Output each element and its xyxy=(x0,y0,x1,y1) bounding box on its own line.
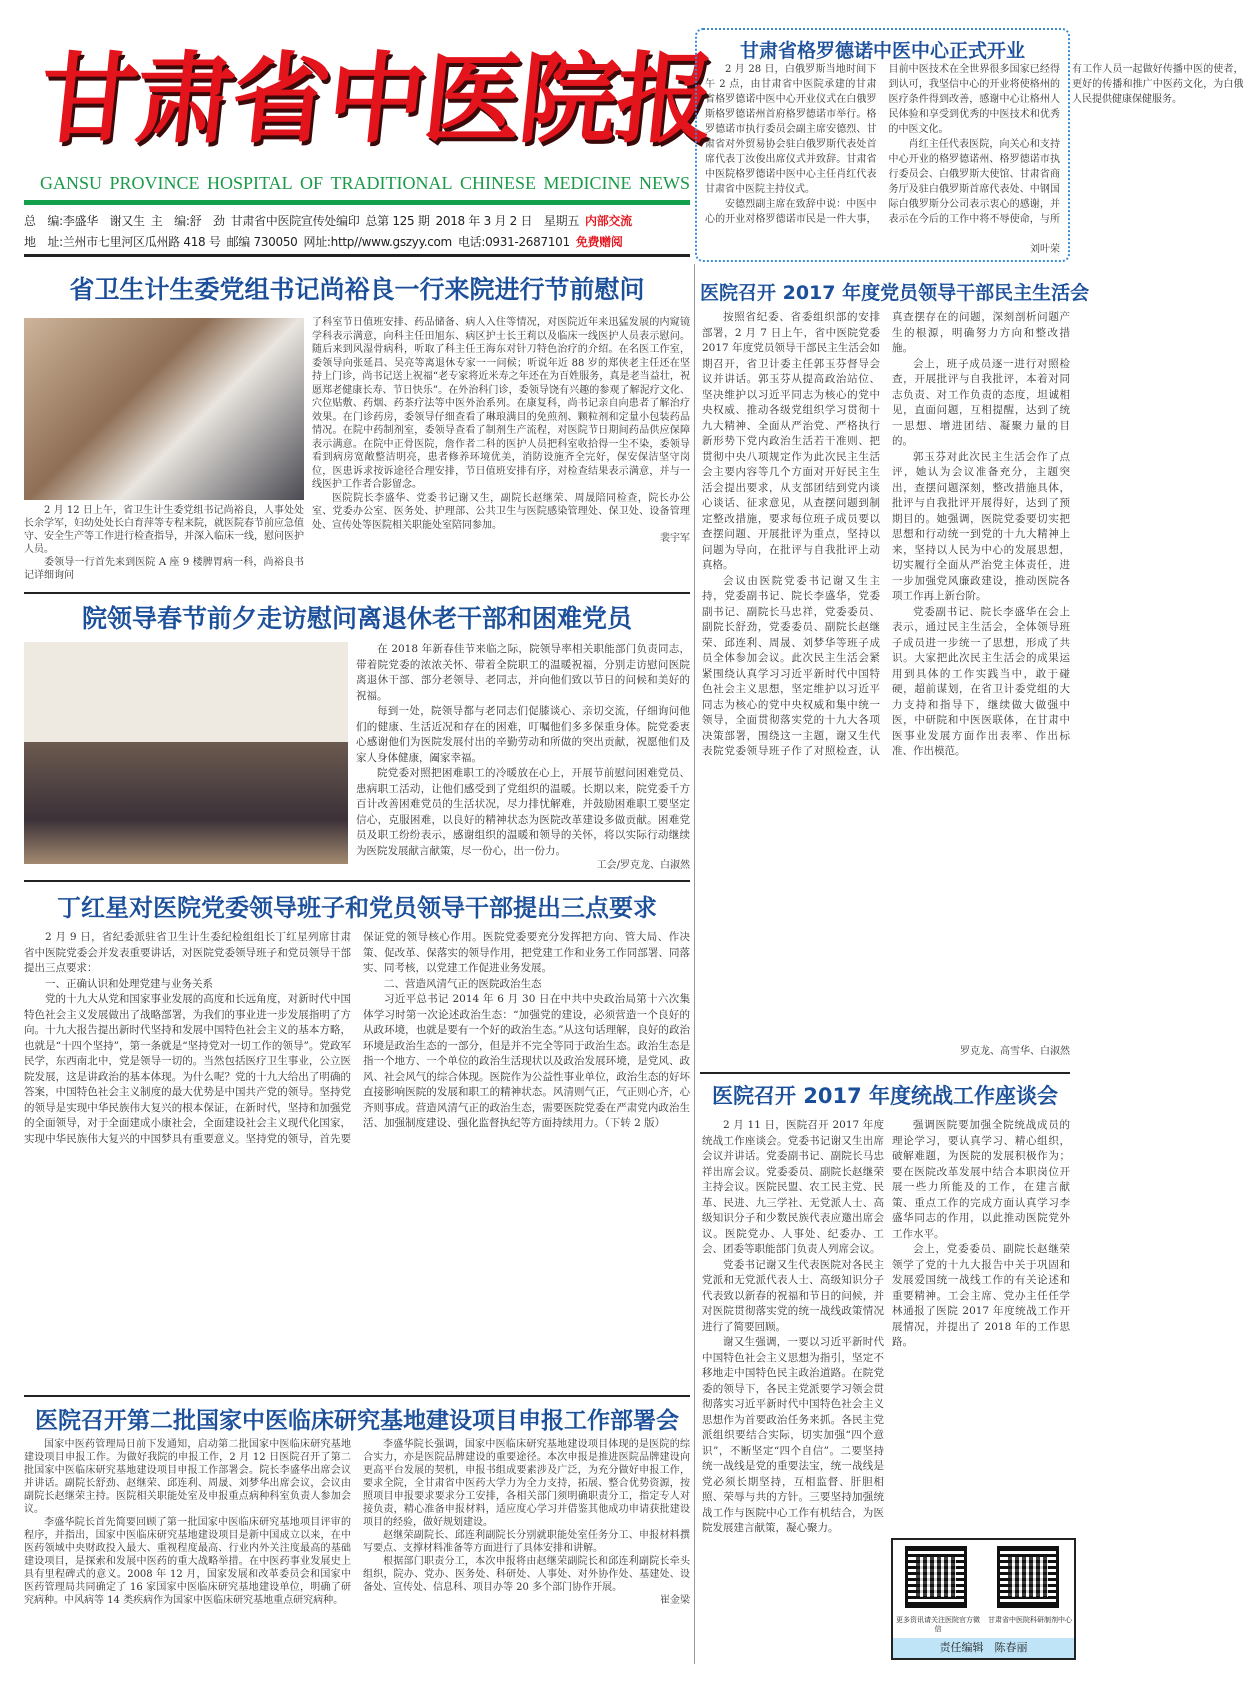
masthead-info-row-2 xyxy=(24,234,690,250)
english-title xyxy=(40,172,690,194)
article-body xyxy=(312,316,690,590)
top-news-box xyxy=(695,28,1244,262)
english-word: CHINESE xyxy=(460,173,537,193)
paragraph: 2 月 9 日，省纪委派驻省卫生计生委纪检组组长丁红星列席甘肃省中医院党委会并发表重要讲话，对医院党委领导班子和党员领导干部提出三点要求： xyxy=(24,931,351,974)
caption-text: 2 月 12 日上午，省卫生计生委党组书记尚裕良，人事处处长余学军，妇幼处处长白育萍等专程来院，就医院春节前应急值守、安全生产等工作进行检查指导，并深入临床一线，慰问医护人员。 xyxy=(24,505,304,555)
photo-caption xyxy=(24,504,304,590)
headline: 省卫生计生委党组书记尚裕良一行来院进行节前慰问 xyxy=(69,275,645,304)
article-body xyxy=(24,1438,690,1688)
paragraph: 习近平总书记 2014 年 6 月 30 日在中共中央政治局第十六次集体学习时第一次论述政治生态：“加强党的建设，必须营造一个良好的从政环境，也就是要有一个好的政治生态。”从这句话理解，良好的政治环境是政治生态的一部分，但是并不完全等同于政治生态。政治生态是指一个地方、一个单位的政治生活现状以及政治发展环境，是党风、政风、社会风气的综合体现。医院作为公益性事业单位，政治生态的好坏直接影响医院的发展和职工的精神状态。风清则气正，气正则心齐，心齐则事成。营造风清气正的政治生态，需要医院党委在严肃党内政治生活、加强制度建设、强化监督执纪等方面持续用力。（下转 2 版） xyxy=(363,993,690,1129)
paragraph: 党委副书记、院长李盛华在会上表示，通过民主生活会，全体领导班子成员进一步统一了思想，形成了共识。大家把此次民主生活会的成果运用到具体的工作实践当中，敢于碰硬，超前谋划，在省卫计委党组的大力支持和指导下，继续做大做强中医，中研院和中医医联体，在甘肃中医事业发展方面作出表率、作出标准、作出模范。 xyxy=(892,605,1070,757)
pharmacy-center-qr-code[interactable] xyxy=(997,1546,1059,1608)
paragraph: 党的十九大从党和国家事业发展的高度和长远角度，对新时代中国特色社会主义发展做出了战略部署，为我们的事业进一步发展指明了方向。十九大报告提出新时代坚持和发展中国特色社会主义的基本方略，也就是“十四个坚持”，第一条就是“坚持党对一切工作的领导”。党政军民学，东西南北中，党是领导一切的。当然包括医疗卫生事业，公立医院发展，这是讲政治的基本体现。为什么呢？党的十九大给出了明确的答案，中国特色社会主义制度的最大优势是中国共产党的领导。坚持党的领导是实现中华民族伟大复兴的根本保证，在新时代，坚持和加强党的全面领导，对于全面建成小康社会，全面建设社会主义现代化国家，实现中华民族伟大复兴的中国梦具有重要意义。坚持党的领导，首先要保证党的领导核心作用。医院党委要充分发挥把方向、管大局、作决策、促改革、保落实的领导作用，把党建工作和业务工作同部署、同落实、同考核，以党建工作促进业务发展。 xyxy=(24,931,690,1145)
paragraph: 会上，班子成员逐一进行对照检查，开展批评与自我批评，本着对同志负责、对工作负责的态度，坦诚相见，直面问题，互相提醒，达到了统一思想、增进团结、凝聚力量的目的。 xyxy=(892,357,1070,447)
paragraph: 2 月 11 日，医院召开 2017 年度统战工作座谈会。党委书记谢又生出席会议并讲话。党委副书记、副院长马忠祥出席会议。党委委员、副院长赵继荣主持会议。医院民盟、农工民主党、民革、民进、九三学社、无党派人士、高级知识分子和少数民族代表应邀出席会议。医院党办、人事处、纪委办、工会、团委等职能部门负责人列席会议。 xyxy=(702,1119,884,1255)
address: 地 址:兰州市七里河区瓜州路 418 号 xyxy=(24,235,221,249)
paragraph: 每到一处，院领导都与老同志们促膝谈心、亲切交流，仔细询问他们的健康、生活近况和存在的困难，叮嘱他们多多保重身体。院党委衷心感谢他们为医院发展付出的辛勤劳动和所做的突出贡献，祝愿他们及家人身体健康，阖家幸福。 xyxy=(356,705,690,764)
green-divider xyxy=(24,200,690,205)
paragraph: 李盛华院长强调，国家中医临床研究基地建设项目体现的是医院的综合实力，亦是医院品牌建设的重要途径。本次申报是推进医院品牌建设向更高平台发展的契机，申报书组成要素涉及广泛，为充分做好申报工作，要求全院，全甘肃省中医药大学力为全力支持，拓展、整合优势资源，按照项目申报要求要求分工安排，各相关部门须明确职责分工，指定专人对接负责，精心准备申报材料，适应度心学习并借鉴其他成功申请获批建设项目的经验，做好规划建设。 xyxy=(363,1439,690,1528)
headline: 医院召开 2017 年度党员领导干部民主生活会 xyxy=(700,282,1090,304)
internal-badge: 内部交流 xyxy=(585,214,632,228)
article-body xyxy=(702,1118,884,1658)
website: 网址:http//www.gszyy.com xyxy=(303,235,452,249)
editor: 主 编:舒 劲 xyxy=(150,214,225,228)
free-badge: 免费赠阅 xyxy=(575,235,623,249)
byline: 刘叶荣 xyxy=(1030,244,1060,255)
chief-editors: 总 编:李盛华 谢又生 xyxy=(24,214,145,228)
photo-inspection-visit xyxy=(24,318,304,500)
paragraph: 了科室节日值班安排、药品储备、病人入住等情况，对医院近年来迅猛发展的内窥镜学科表示满意，向科主任田旭东、病区护士长王莉以及临床一线医护人员表示慰问。随后来到风湿骨病科，听取了科主任王海东对针刀特色治疗的介绍。在名医工作室，委领导向张延昌、吴亮等离退休专家一一问候；听说年近 88 岁的郑侠老主任还在坚持上门诊，尚书记送上祝福“老专家将近米寿之年还在为百姓服务，真是老当益壮，祝愿郑老健康长寿、节日快乐”。在外治科门诊，委领导饶有兴趣的参观了解泥疗文化、穴位贴敷、药烟、药茶疗法等中医外治系列。在康复科，尚书记亲自向患者了解治疗效果。在门诊药房，委领导仔细查看了琳琅满目的免煎剂、颗粒剂和定量小包装药品情况。在院中药制剂室，委领导查看了制剂生产流程，对医院节日期间药品供应保障表示满意。在院中正骨医院，詹作者二科的医护人员把科室收拾得一尘不染，委领导看到病房宽敞整洁明亮，患者修养环境优美，消防设施齐全完好，保安保洁坚守岗位，医患诉求按诉途径合理安排，节日值班安排有序，对检查结果表示满意，并与一线医护工作者合影留念。 xyxy=(312,317,690,490)
paragraph: 李盛华院长首先简要回顾了第一批国家中医临床研究基地项目评审的程序，并指出，国家中医临床研究基地建设项目是新中国成立以来，在中医药领域中央财政投入最大、重视程度最高、行业内外关注度最高的基础建设项目，是探索和发展中医药的重大战略举措。在中医药事业发展史上具有里程碑式的意义。2008 年 12 月，国家发展和改革委员会和国家中医药管理局共同确定了 16 家国家中医临床研究基地建设单位，明确了研究病种。中风病等 14 类疾病作为国家中医临床研究基地重点研究病种。 xyxy=(24,1517,351,1606)
qr-caption: 甘肃省中医院科研制剂中心 xyxy=(988,1616,1072,1624)
article-body xyxy=(356,642,690,857)
newspaper-logo: 甘肃省中医院报 xyxy=(34,42,719,157)
responsible-editor: 责任编辑 陈春丽 xyxy=(893,1638,1074,1658)
paragraph: 根据部门职责分工，本次申报将由赵继荣副院长和邱连利副院长牵头组织，院办、党办、医务处、科研处、人事处、对外协作处、基建处、设备处、宣传处、信息科、项目办等 20 多个部门协作开展。 xyxy=(363,1556,690,1593)
english-word: GANSU xyxy=(40,173,103,193)
english-word: MEDICINE xyxy=(543,173,632,193)
qr-caption: 更多资讯请关注医院官方微信 xyxy=(896,1616,980,1633)
masthead-divider xyxy=(24,254,690,257)
publisher: 甘肃省中医院宣传处编印 xyxy=(230,214,360,228)
english-word: OF xyxy=(300,173,324,193)
english-word: PROVINCE xyxy=(109,173,200,193)
english-word: NEWS xyxy=(638,173,690,193)
byline: 工会/罗克龙、白淑然 xyxy=(596,860,690,871)
article-body xyxy=(24,930,690,1385)
byline: 崔金梁 xyxy=(660,1595,690,1606)
paragraph: 赵继荣副院长、邱连利副院长分别就职能处室任务分工、申报材料撰写要点、支撑材料准备等方面进行了具体安排和讲解。 xyxy=(363,1530,690,1554)
photo-group-visit xyxy=(24,642,348,864)
article-body xyxy=(702,310,1070,1030)
paragraph: 医院院长李盛华、党委书记谢又生，副院长赵继荣、周晟陪同检查，院长办公室、党委办公室、医务处、护理部、公共卫生与医院感染管理处、保卫处、设备管理处、宣传处等医院相关职能处室陪同参加。 xyxy=(312,492,690,531)
headline: 院领导春节前夕走访慰问离退休老干部和困难党员 xyxy=(81,604,632,633)
article-body xyxy=(705,62,1244,240)
divider xyxy=(24,880,690,882)
paragraph: 党委书记谢又生代表医院对各民主党派和无党派代表人士、高级知识分子代表致以新春的祝福和节日的问候，并对医院贯彻落实党的统一战线政策情况进行了简要回顾。 xyxy=(702,1258,884,1333)
divider xyxy=(24,1395,690,1397)
paragraph: 会上，党委委员、副院长赵继荣领学了党的十九大报告中关于巩固和发展爱国统一战线工作的有关论述和重要精神。工会主席、党办主任任学林通报了医院 2017 年度统战工作开展情况，并提出了 2018 年的工作思路。 xyxy=(892,1243,1070,1348)
section-heading: 一、正确认识和处理党建与业务关系 xyxy=(45,977,213,990)
masthead-info-row-1 xyxy=(24,213,690,229)
paragraph: 肖红主任代表医院，向关心和支持中心开业的格罗德诺州、格罗德诺市执行委员会、白俄罗斯大使馆、甘肃省商务厅及驻白俄罗斯首席代表处、中钢国际白俄罗斯分公司表示衷心的感谢，并表示在今后的工作中将不辱使命，与所有工作人员一起做好传播中医的使者，更好的传播和推广中医药文化，为白俄人民提供健康保健服务。 xyxy=(888,64,1244,225)
paragraph: 按照省纪委、省委组织部的安排部署，2 月 7 日上午，省中医院党委 2017 年度党员领导干部民主生活会如期召开，省卫计委主任郭玉芬督导会议并讲话。郭玉芬从提高政治站位、坚决维护以习近平同志为核心的党中央权威、推动各级党组织学习贯彻十九大精神、全面从严治党、严格执行新形势下党内政治生活若干准则、把贯彻中央八项规定作为此次民主生活会主要内容等几个方面对开好民主生活会提出要求，从支部团结到党内谈心谈话、征求意见，从查摆问题到制定整改措施，要求每位班子成员要以查摆问题、开展批评为重点，坚持以问题为导向，在批评与自我批评上动真格。 xyxy=(702,311,880,571)
english-word: TRADITIONAL xyxy=(330,173,453,193)
caption-text: 委领导一行首先来到医院 A 座 9 楼脾胃病一科，尚裕良书记详细询问 xyxy=(24,557,304,581)
headline: 医院召开第二批国家中医临床研究基地建设项目申报工作部署会 xyxy=(35,1408,679,1434)
issue-number: 总第 125 期 xyxy=(365,214,430,228)
headline: 甘肃省格罗德诺中医中心正式开业 xyxy=(739,40,1025,62)
paragraph: 国家中医药管理局日前下发通知，启动第二批国家中医临床研究基地建设项目申报工作。为做好我院的申报工作，2 月 12 日医院召开了第二批国家中医临床研究基地建设项目申报工作部署会。院长李盛华出席会议并讲话。副院长舒劲、赵继荣、邱连利、周晟、刘梦华出席会议，会议由副院长赵继荣主持。医院相关职能处室及申报重点病种科室负责人参加会议。 xyxy=(24,1439,351,1515)
wechat-qr-code[interactable] xyxy=(905,1546,967,1608)
paragraph: 会议由医院党委书记谢又生主持，党委副书记、院长李盛华，党委副书记、副院长马忠祥，党委委员、副院长舒劲，党委委员、副院长赵继荣、邱连利、周晟、刘梦华等班子成员全体参加会议。此次民主生活会紧紧围绕认真学习习近平新时代中国特色社会主义思想，坚定维护以习近平同志为核心的党中央权威和集中统一领导，全面贯彻落实党的十九大各项决策部署，围绕这一主题，谢又生代表院党委领导班子作了对照检查，认真查摆存在的问题，深刻剖析问题产生的根源，明确努力方向和整改措施。 xyxy=(702,311,1070,757)
byline: 罗克龙、高雪华、白淑然 xyxy=(960,1046,1070,1057)
article-body-continued xyxy=(892,1118,1070,1523)
column-divider xyxy=(694,264,695,1664)
headline: 医院召开 2017 年度统战工作座谈会 xyxy=(711,1084,1059,1108)
issue-date: 2018 年 3 月 2 日 星期五 xyxy=(435,214,580,228)
english-word: HOSPITAL xyxy=(207,173,293,193)
postcode: 邮编 730050 xyxy=(226,235,298,249)
phone: 电话:0931-2687101 xyxy=(457,235,570,249)
paragraph: 强调医院要加强全院统战成员的理论学习，要认真学习、精心组织，破解难题，为医院的发展积极作为；要在医院改革发展中结合本职岗位开展一些力所能及的工作，在建言献策、重点工作的完成方面认真学习李盛华同志的作用，以此推动医院党外工作水平。 xyxy=(892,1119,1070,1240)
divider xyxy=(700,1072,1070,1074)
headline: 丁红星对医院党委领导班子和党员领导干部提出三点要求 xyxy=(57,894,657,922)
divider xyxy=(24,592,690,594)
paragraph: 2 月 28 日，白俄罗斯当地时间下午 2 点，由甘肃省中医院承建的甘肃省格罗德诺中医中心开业仪式在白俄罗斯格罗德诺州首府格罗德诺市举行。格罗德诺市执行委员会副主席安德烈、甘肃省对外贸易协会驻白俄罗斯代表处首席代表丁汝俊出席仪式并致辞。甘肃省中医院格罗德诺中医中心主任肖红代表甘肃省中医院主持仪式。 xyxy=(705,64,877,195)
section-heading: 二、营造风清气正的医院政治生态 xyxy=(384,977,542,990)
paragraph: 在 2018 年新春佳节来临之际，院领导率相关职能部门负责同志，带着院党委的浓浓关怀、带着全院职工的温暖祝福，分别走访慰问医院离退休干部、部分老领导、老同志，并向他们致以节日的问候和美好的祝福。 xyxy=(356,643,690,702)
qr-code-box xyxy=(891,1538,1076,1660)
byline: 裴宇军 xyxy=(660,533,690,544)
paragraph: 安德烈副主席在致辞中说：中医中心的开业对格罗德诺市民是一件大事，目前中医技术在全世界很多国家已经得到认可，我坚信中心的开业将使格州的医疗条件得到改善，感谢中心让格州人民体验和享受到优秀的中医技术和优秀的中医文化。 xyxy=(705,64,1060,225)
paragraph: 谢又生强调，一要以习近平新时代中国特色社会主义思想为指引，坚定不移地走中国特色民主政治道路。在院党委的领导下，各民主党派要学习领会贯彻落实习近平新时代中国特色社会主义思想作为首要政治任务来抓。各民主党派组织要结合实际，切实加强“四个意识”，不断坚定“四个自信”。二要坚持统一战线是党的重要法宝，统一战线是党必须长期坚持，互相监督、肝胆相照、荣辱与共的方针。三要坚持加强统战工作与医院中心工作有机结合，为医院发展建言献策，凝心聚力。 xyxy=(702,1336,884,1534)
paragraph: 院党委对照把困难职工的冷暖放在心上，开展节前慰问困难党员、患病职工活动，让他们感受到了党组织的温暖。长期以来，院党委千方百计改善困难党员的生活状况，尽力排忧解难，并鼓励困难职工要坚定信心，克服困难，以良好的精神状态为医院改革建设多做贡献。困难党员及职工纷纷表示，感谢组织的温暖和领导的关怀，将以实际行动继续为医院发展献言献策，尽一份心，出一份力。 xyxy=(356,767,690,857)
paragraph: 郭玉芬对此次民主生活会作了点评，她认为会议准备充分，主题突出，查摆问题深刻，整改措施具体，批评与自我批评开展得好，达到了预期目的。她强调，医院党委要切实把思想和行动统一到党的十九大精神上来，坚持以人民为中心的发展思想，切实履行全面从严治党主体责任，进一步加强党风廉政建设，推动医院各项工作再上新台阶。 xyxy=(892,450,1070,602)
